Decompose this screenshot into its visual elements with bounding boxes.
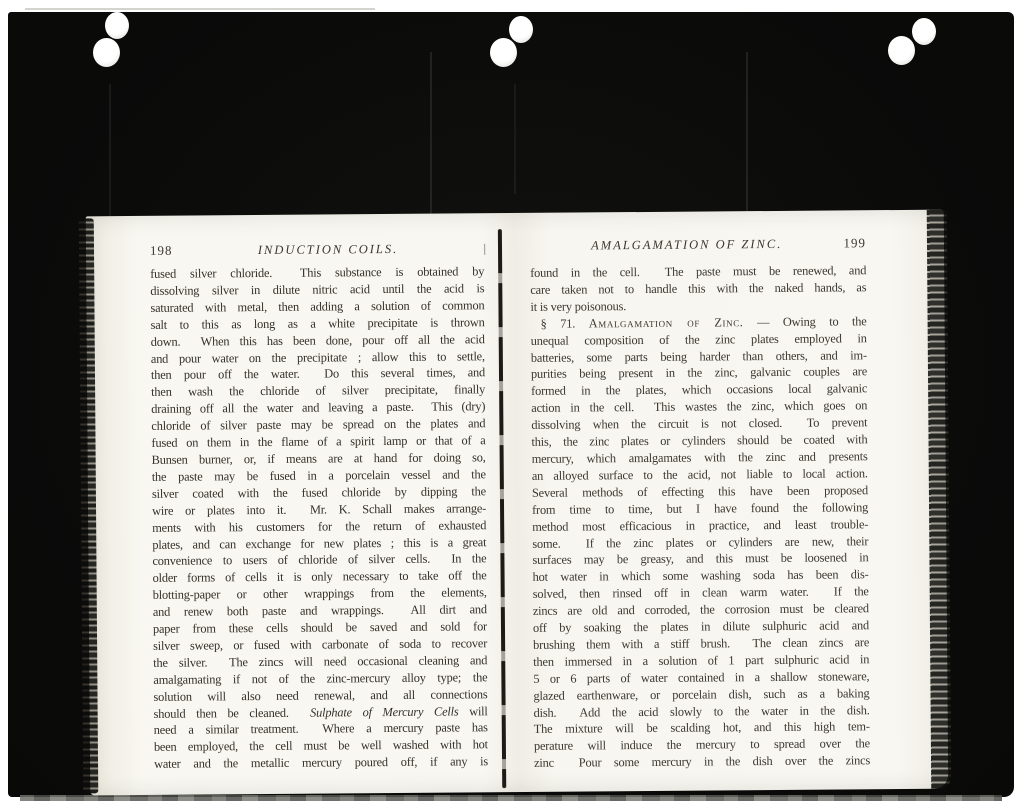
text-line: Bunsen burner, or, if means are at hand for doing so, (151, 450, 486, 467)
scan-streak (109, 84, 111, 224)
text-line: zinc Pour some mercury in the dish over the zincs (533, 753, 871, 771)
text-line: should then be cleaned. Sulphate of Mercury Cells will (153, 703, 488, 721)
punch-hole (888, 36, 915, 65)
text-line: method most efficacious in practice, and least trouble- (532, 516, 869, 534)
text-line: fused silver chloride. This substance is obtained by (150, 264, 485, 281)
text-line: plates, and can exchange for new plates ; this is a great (152, 534, 487, 552)
text-line: the silver. The zincs will need occasional cleaning and (153, 653, 488, 670)
text-line: Several methods of effecting this have been proposed (531, 483, 868, 500)
text-line: dissolving when the circuit is not closed. To prevent (531, 415, 868, 433)
text-line: formed in the plates, which occasions local galvanic (531, 381, 868, 399)
text-line: off by soaking the plates in dilute sulphuric acid and (532, 618, 870, 635)
text-line: salt to this as long as a white precipitate is thrown (150, 314, 485, 332)
text-line: solved, then rinsed off in clean warm water. If the (532, 584, 869, 602)
text-line: perature will induce the mercury to spread over the (533, 736, 870, 754)
text-line: this, the zinc plates or cylinders should be coated with (531, 432, 868, 449)
left-page-header (150, 240, 486, 259)
right-page-text (530, 262, 870, 772)
text-line: hot water in which some washing soda has been dis- (532, 567, 869, 585)
text-line: dissolving silver in dilute nitric acid until the acid is (150, 281, 485, 298)
text-line: then pour off the water. Do this several times, and (150, 365, 486, 383)
page-edge-left (79, 218, 99, 793)
running-head-right: AMALGAMATION OF ZINC. (591, 236, 783, 253)
text-line: unequal composition of the zinc plates employed in (530, 330, 867, 348)
text-line: need a similar treatment. Where a mercury paste has (153, 720, 488, 738)
scan-streak (514, 84, 516, 194)
text-line: blotting-paper or other wrappings from the elements, (152, 585, 487, 603)
text-line: solution will also need renewal, and all connections (153, 686, 488, 704)
text-line: dish. Add the acid slowly to the water in the dish. (533, 702, 870, 720)
text-line: 5 or 6 parts of water contained in a shallow stoneware, (533, 668, 870, 686)
page-number-left: 198 (149, 242, 173, 258)
book-gutter-shadow (498, 229, 506, 788)
text-line: draining off all the water and leaving a paste. This (dry) (151, 399, 486, 417)
text-line: zincs are old and corroded, the corrosion must be cleared (532, 601, 869, 619)
right-page-header (530, 235, 866, 254)
text-line: been employed, the cell must be well washed with hot (153, 737, 488, 755)
text-line: silver coated with the fused chloride by dipping the (151, 484, 486, 501)
text-line: and renew both paste and wrappings. All dirt and (152, 602, 487, 619)
text-line: water and the metallic mercury poured off, if any is (153, 754, 489, 772)
punch-hole (490, 38, 517, 67)
text-line: action in the cell. This wastes the zinc, which goes on (531, 398, 868, 416)
text-line: older forms of cells it is only necessary to take off the (152, 568, 487, 586)
text-line: then wash the chloride of silver precipitate, finally (151, 382, 486, 400)
text-line: chloride of silver paste may be spread on the plates and (151, 416, 486, 434)
text-line: The mixture will be scalding hot, and this high tem- (533, 719, 870, 737)
text-line: surfaces may be greasy, and this must be loosened in (532, 550, 869, 568)
text-line: and pour water on the precipitate ; allow this to settle, (150, 348, 485, 366)
text-line: ments with his customers for the return of exhausted (152, 517, 487, 535)
text-line: from time to time, but I have found the following (532, 499, 869, 517)
punch-hole (509, 16, 533, 43)
text-line: glazed earthenware, or porcelain dish, such as a baking (533, 685, 870, 703)
text-line: silver sweep, or fused with carbonate of soda to recover (153, 636, 488, 653)
book-spread (86, 210, 949, 796)
text-line: amalgamating if not of the zinc-mercury alloy type; the (153, 669, 488, 687)
left-page-text (150, 263, 488, 773)
text-line: care taken not to handle this with the naked hands, as (530, 280, 867, 297)
text-line: the paste may be fused in a porcelain vessel and the (151, 467, 486, 484)
text-line: fused on them in the flame of a spirit lamp or that of a (151, 433, 486, 450)
text-line: an alloyed surface to the acid, not liable to local action. (531, 466, 868, 483)
text-line: batteries, some parts being harder than others, and im- (530, 347, 867, 365)
text-line: paper from these cells should be saved and sold for (152, 619, 488, 636)
text-line: some. If the zinc plates or cylinders are new, their (532, 533, 869, 551)
text-line: brushing them with a stiff brush. The clean zincs are (533, 635, 870, 652)
text-line: it is very poisonous. (530, 298, 627, 314)
stray-mark: | (483, 241, 487, 256)
punch-hole (912, 18, 936, 45)
text-line: found in the cell. The paste must be renewed, and (530, 263, 867, 280)
text-line: down. When this has been done, pour off all the acid (150, 331, 485, 349)
text-line: § 71. Amalgamation of Zinc. — Owing to the (540, 313, 867, 331)
punch-hole (105, 12, 129, 39)
scan-bottom-artifact (20, 795, 1002, 801)
text-line: convenience to users of chloride of silver cells. In the (152, 551, 487, 569)
text-line: mercury, which amalgamates with the zinc and presents (531, 449, 868, 466)
text-line: saturated with metal, then adding a solution of common (150, 298, 485, 315)
page-number-right: 199 (843, 235, 867, 251)
text-line: purities being present in the zinc, galvanic couples are (530, 364, 868, 382)
text-line: then immersed in a solution of 1 part sulphuric acid in (533, 652, 870, 669)
scan-top-hairline (25, 8, 375, 10)
text-line: wire or plates into it. Mr. K. Schall makes arrange- (151, 500, 487, 518)
punch-hole (93, 38, 120, 67)
running-head-left: INDUCTION COILS. (257, 241, 399, 258)
